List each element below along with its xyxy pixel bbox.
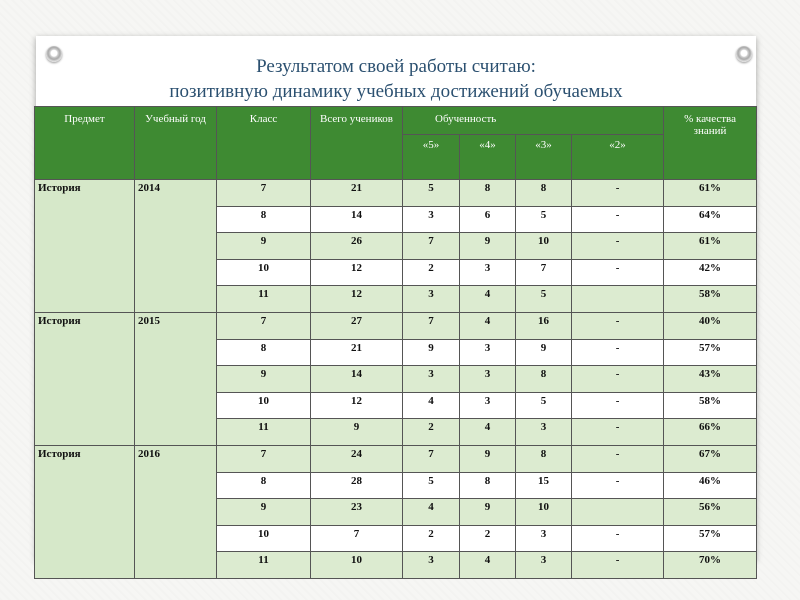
cell-class: 8 (217, 472, 311, 499)
cell-class: 11 (217, 552, 311, 579)
header-class: Класс (217, 107, 311, 180)
header-grade-2: «2» (572, 135, 664, 180)
cell-grade-2: - (572, 445, 664, 472)
cell-students: 12 (311, 392, 403, 419)
cell-grade-3: 16 (516, 312, 572, 339)
cell-grade-2: - (572, 552, 664, 579)
cell-grade-2 (572, 499, 664, 526)
cell-class: 9 (217, 499, 311, 526)
cell-students: 14 (311, 206, 403, 233)
cell-grade-3: 5 (516, 392, 572, 419)
cell-grade-3: 8 (516, 366, 572, 393)
cell-grade-2: - (572, 525, 664, 552)
cell-grade-4: 8 (460, 180, 516, 207)
cell-grade-4: 2 (460, 525, 516, 552)
cell-quality: 43% (664, 366, 757, 393)
cell-grade-4: 4 (460, 312, 516, 339)
cell-class: 9 (217, 366, 311, 393)
cell-grade-5: 9 (403, 339, 460, 366)
cell-students: 28 (311, 472, 403, 499)
cell-year: 2015 (135, 312, 217, 445)
cell-students: 9 (311, 419, 403, 446)
cell-grade-5: 5 (403, 472, 460, 499)
title-line-2: позитивную динамику учебных достижений обучаемых (169, 81, 623, 102)
cell-grade-5: 4 (403, 499, 460, 526)
cell-grade-4: 4 (460, 419, 516, 446)
cell-grade-5: 3 (403, 552, 460, 579)
cell-class: 11 (217, 419, 311, 446)
cell-quality: 57% (664, 525, 757, 552)
cell-subject: История (35, 445, 135, 578)
cell-year: 2016 (135, 445, 217, 578)
cell-grade-5: 2 (403, 419, 460, 446)
cell-class: 10 (217, 392, 311, 419)
cell-subject: История (35, 312, 135, 445)
header-year: Учебный год (135, 107, 217, 180)
cell-class: 7 (217, 180, 311, 207)
cell-students: 12 (311, 286, 403, 313)
header-subject: Предмет (35, 107, 135, 180)
cell-grade-5: 7 (403, 312, 460, 339)
cell-students: 27 (311, 312, 403, 339)
cell-grade-4: 3 (460, 392, 516, 419)
cell-quality: 61% (664, 233, 757, 260)
cell-grade-2: - (572, 339, 664, 366)
cell-grade-3: 3 (516, 552, 572, 579)
cell-grade-4: 4 (460, 286, 516, 313)
cell-grade-5: 2 (403, 259, 460, 286)
header-grades: Обученность (403, 107, 664, 135)
cell-grade-2: - (572, 180, 664, 207)
cell-grade-2: - (572, 366, 664, 393)
cell-grade-2 (572, 286, 664, 313)
cell-students: 24 (311, 445, 403, 472)
cell-quality: 67% (664, 445, 757, 472)
cell-students: 10 (311, 552, 403, 579)
cell-grade-4: 8 (460, 472, 516, 499)
cell-subject: История (35, 180, 135, 313)
cell-grade-3: 3 (516, 525, 572, 552)
cell-class: 7 (217, 445, 311, 472)
cell-grade-2: - (572, 259, 664, 286)
cell-quality: 58% (664, 286, 757, 313)
cell-quality: 46% (664, 472, 757, 499)
cell-year: 2014 (135, 180, 217, 313)
cell-grade-4: 3 (460, 259, 516, 286)
cell-grade-2: - (572, 312, 664, 339)
cell-quality: 57% (664, 339, 757, 366)
cell-quality: 58% (664, 392, 757, 419)
cell-grade-3: 5 (516, 206, 572, 233)
cell-grade-4: 9 (460, 499, 516, 526)
cell-grade-3: 9 (516, 339, 572, 366)
cell-grade-5: 4 (403, 392, 460, 419)
cell-quality: 56% (664, 499, 757, 526)
cell-grade-5: 7 (403, 233, 460, 260)
title-line-1: Результатом своей работы считаю: (256, 56, 536, 77)
slide-title (36, 54, 756, 104)
cell-quality: 66% (664, 419, 757, 446)
cell-class: 8 (217, 339, 311, 366)
cell-grade-5: 3 (403, 366, 460, 393)
cell-class: 9 (217, 233, 311, 260)
cell-grade-3: 10 (516, 233, 572, 260)
cell-grade-4: 3 (460, 339, 516, 366)
cell-students: 23 (311, 499, 403, 526)
header-grade-5: «5» (403, 135, 460, 180)
cell-quality: 42% (664, 259, 757, 286)
cell-class: 7 (217, 312, 311, 339)
table-row (35, 180, 757, 207)
cell-grade-5: 2 (403, 525, 460, 552)
cell-class: 11 (217, 286, 311, 313)
cell-quality: 61% (664, 180, 757, 207)
cell-grade-3: 5 (516, 286, 572, 313)
cell-grade-4: 9 (460, 233, 516, 260)
cell-students: 12 (311, 259, 403, 286)
cell-quality: 40% (664, 312, 757, 339)
cell-grade-3: 3 (516, 419, 572, 446)
cell-grade-4: 4 (460, 552, 516, 579)
results-table (34, 106, 757, 579)
cell-grade-3: 15 (516, 472, 572, 499)
cell-grade-3: 8 (516, 180, 572, 207)
header-grade-4: «4» (460, 135, 516, 180)
cell-students: 21 (311, 339, 403, 366)
cell-students: 26 (311, 233, 403, 260)
cell-students: 14 (311, 366, 403, 393)
cell-class: 8 (217, 206, 311, 233)
cell-students: 21 (311, 180, 403, 207)
cell-grade-5: 5 (403, 180, 460, 207)
cell-grade-5: 3 (403, 206, 460, 233)
cell-quality: 64% (664, 206, 757, 233)
header-students: Всего учеников (311, 107, 403, 180)
cell-grade-3: 8 (516, 445, 572, 472)
table-row (35, 445, 757, 472)
cell-grade-3: 7 (516, 259, 572, 286)
cell-grade-2: - (572, 472, 664, 499)
cell-class: 10 (217, 525, 311, 552)
cell-grade-3: 10 (516, 499, 572, 526)
header-quality: % качества знаний (664, 107, 757, 180)
cell-grade-2: - (572, 233, 664, 260)
cell-grade-5: 7 (403, 445, 460, 472)
cell-grade-4: 9 (460, 445, 516, 472)
cell-grade-2: - (572, 392, 664, 419)
header-grade-3: «3» (516, 135, 572, 180)
cell-grade-5: 3 (403, 286, 460, 313)
cell-grade-4: 6 (460, 206, 516, 233)
table-row (35, 312, 757, 339)
cell-students: 7 (311, 525, 403, 552)
cell-grade-4: 3 (460, 366, 516, 393)
cell-grade-2: - (572, 419, 664, 446)
cell-quality: 70% (664, 552, 757, 579)
cell-grade-2: - (572, 206, 664, 233)
table-body (35, 180, 757, 579)
results-table-container (34, 106, 756, 567)
cell-class: 10 (217, 259, 311, 286)
